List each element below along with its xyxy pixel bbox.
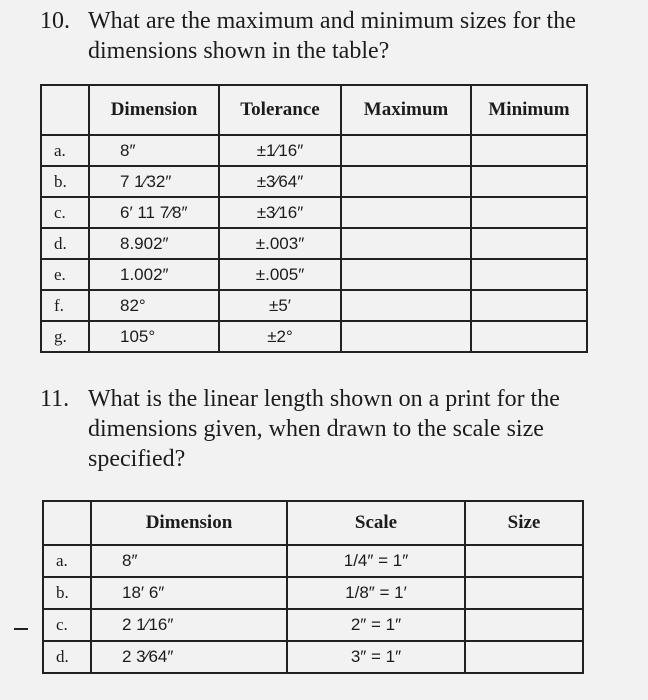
row-label: f. (41, 290, 89, 321)
dimension-cell: 82° (89, 290, 219, 321)
header-tolerance: Tolerance (219, 85, 341, 135)
minimum-cell (471, 321, 587, 352)
row-label: b. (43, 577, 91, 609)
scale-cell: 1/4″ = 1″ (287, 545, 465, 577)
tolerance-cell: ±3⁄64″ (219, 166, 341, 197)
tolerance-cell: ±1⁄16″ (219, 135, 341, 166)
dimension-cell: 6′ 11 7⁄8″ (89, 197, 219, 228)
maximum-cell (341, 197, 471, 228)
question-text: What are the maximum and minimum sizes for the dimensions shown in the table? (88, 8, 576, 64)
header-dimension: Dimension (89, 85, 219, 135)
question-number: 10. (40, 8, 70, 34)
minimum-cell (471, 290, 587, 321)
header-size: Size (465, 501, 583, 545)
size-cell (465, 641, 583, 673)
table-row (41, 135, 587, 166)
table-row (41, 166, 587, 197)
row-label: c. (43, 609, 91, 641)
minimum-cell (471, 135, 587, 166)
dimension-cell: 105° (89, 321, 219, 352)
row-label: d. (43, 641, 91, 673)
table-row (41, 259, 587, 290)
tolerance-cell: ±5′ (219, 290, 341, 321)
table-row (41, 290, 587, 321)
dimension-cell: 8″ (91, 545, 287, 577)
maximum-cell (341, 290, 471, 321)
tolerance-cell: ±2° (219, 321, 341, 352)
size-cell (465, 577, 583, 609)
maximum-cell (341, 166, 471, 197)
maximum-cell (341, 228, 471, 259)
dimension-cell: 2 1⁄16″ (91, 609, 287, 641)
header-label (43, 501, 91, 545)
dimension-cell: 1.002″ (89, 259, 219, 290)
table-row (43, 641, 583, 673)
table-row (43, 577, 583, 609)
maximum-cell (341, 321, 471, 352)
row-label: g. (41, 321, 89, 352)
row-label: b. (41, 166, 89, 197)
tolerance-table (40, 84, 588, 353)
question-number: 11. (40, 386, 70, 412)
maximum-cell (341, 259, 471, 290)
dimension-cell: 7 1⁄32″ (89, 166, 219, 197)
dimension-cell: 8″ (89, 135, 219, 166)
header-minimum: Minimum (471, 85, 587, 135)
table-header-row (43, 501, 583, 545)
minimum-cell (471, 228, 587, 259)
header-maximum: Maximum (341, 85, 471, 135)
tolerance-cell: ±.005″ (219, 259, 341, 290)
dimension-cell: 2 3⁄64″ (91, 641, 287, 673)
row-label: a. (43, 545, 91, 577)
scale-cell: 2″ = 1″ (287, 609, 465, 641)
table-row (41, 228, 587, 259)
dimension-cell: 8.902″ (89, 228, 219, 259)
margin-dash-mark (14, 628, 28, 630)
question-text: What is the linear length shown on a print for the dimensions given, when drawn to the scale size specified? (88, 386, 560, 472)
dimension-cell: 18′ 6″ (91, 577, 287, 609)
size-cell (465, 609, 583, 641)
scale-cell: 3″ = 1″ (287, 641, 465, 673)
scale-table (42, 500, 584, 674)
row-label: a. (41, 135, 89, 166)
tolerance-cell: ±3⁄16″ (219, 197, 341, 228)
table-row (41, 197, 587, 228)
size-cell (465, 545, 583, 577)
table-row (43, 545, 583, 577)
tolerance-cell: ±.003″ (219, 228, 341, 259)
minimum-cell (471, 259, 587, 290)
maximum-cell (341, 135, 471, 166)
header-scale: Scale (287, 501, 465, 545)
minimum-cell (471, 166, 587, 197)
scale-cell: 1/8″ = 1′ (287, 577, 465, 609)
minimum-cell (471, 197, 587, 228)
table-header-row (41, 85, 587, 135)
table-row (43, 609, 583, 641)
row-label: e. (41, 259, 89, 290)
row-label: d. (41, 228, 89, 259)
row-label: c. (41, 197, 89, 228)
table-row (41, 321, 587, 352)
header-label (41, 85, 89, 135)
header-dimension: Dimension (91, 501, 287, 545)
